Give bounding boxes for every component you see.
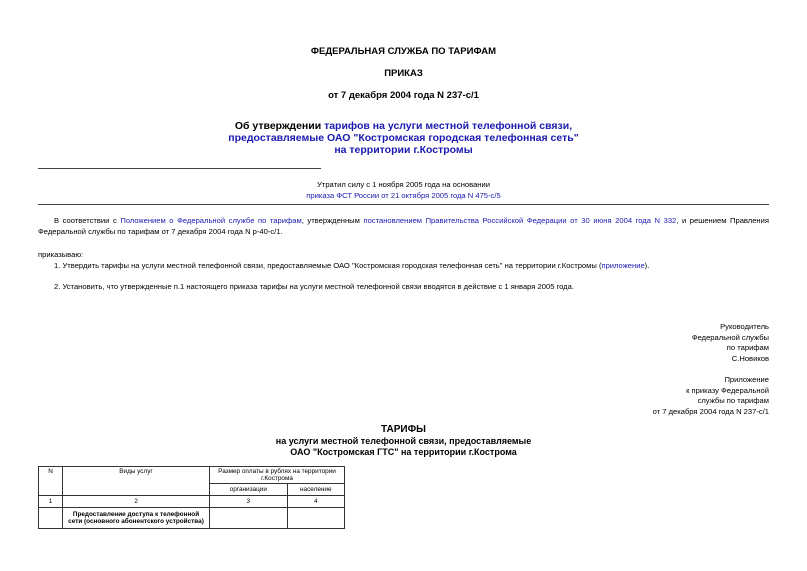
header-payment: Размер оплаты в рублях на территории г.Кострома [210,467,345,484]
col-num-1: 1 [39,496,63,508]
preamble-paragraph [38,215,769,237]
doc-subject [0,120,807,156]
row-1-n [39,508,63,529]
preamble-text-3: , и решением Правления Федеральной службы по тарифам от 7 декабря 2004 года N р-40-с/1. [38,216,769,236]
appendix-link[interactable]: приложение [601,261,645,270]
order-item-2: 2. Установить, что утвержденные п.1 настоящего приказа тарифы на услуги местной телефонной связи вводятся в действие с 1 января 2005 года. [54,282,574,291]
col-num-3: 3 [210,496,288,508]
regulation-link[interactable]: Положением о Федеральной службе по тарифам [120,216,302,225]
header-population: население [287,484,344,496]
doc-type: ПРИКАЗ [384,68,423,79]
col-num-2: 2 [63,496,210,508]
agency-title: ФЕДЕРАЛЬНАЯ СЛУЖБА ПО ТАРИФАМ [310,46,497,57]
subject-line-3[interactable]: на территории г.Костромы [334,144,473,156]
appendix-line-4: от 7 декабря 2004 года N 237-с/1 [652,406,769,416]
header-organizations: организации [210,484,288,496]
appendix-line-3: службы по тарифам [697,396,769,405]
signature-block [519,322,769,364]
status-text: Утратил силу с 1 ноября 2005 года на основании [317,180,490,189]
item-1-end: ). [644,261,650,270]
appendix-line-2: к приказу Федеральной [686,385,769,395]
tariffs-title-line-2: на услуги местной телефонной связи, предоставляемые [275,435,532,446]
appendix-reference [519,375,769,417]
doc-date-number: от 7 декабря 2004 года N 237-с/1 [328,90,479,101]
preamble-text-1: В соответствии с [54,216,121,225]
tariffs-link[interactable]: тарифов на услуги местной телефонной связи, [324,120,573,132]
tariffs-title-line-3: ОАО "Костромская ГТС" на территории г.Кострома [290,447,517,457]
subject-line-2[interactable]: предоставляемые ОАО "Костромская городская телефонная сеть" [228,132,579,144]
subject-prefix: Об утверждении [234,120,325,132]
signature-line-1: Руководитель [720,322,769,331]
appendix-line-1: Приложение [724,375,769,384]
divider-short [38,168,321,169]
row-1-org [210,508,288,529]
signature-name: С.Новиков [731,353,769,363]
table-number-row [39,496,345,508]
status-link[interactable]: приказа ФСТ России от 21 октября 2005 года N 475-с/5 [306,191,501,200]
tariffs-table [38,466,345,529]
signature-line-3: по тарифам [726,343,769,352]
col-num-4: 4 [287,496,344,508]
divider-long [38,204,769,205]
header-services: Виды услуг [63,467,210,496]
table-header-row [39,467,345,484]
row-1-service: Предоставление доступа к телефонной сети (основного абонентского устройства) [63,508,210,529]
row-1-pop [287,508,344,529]
table-row [39,508,345,529]
subject-line-1 [0,120,807,132]
tariffs-title [0,424,807,459]
signature-line-2: Федеральной службы [691,332,769,342]
header-n: N [39,467,63,496]
order-word: приказываю: [38,250,84,259]
item-1-text: 1. Утвердить тарифы на услуги местной телефонной связи, предоставляемые ОАО "Костромская городская телефонная сеть" на территории г.Костромы ( [54,261,602,270]
tariffs-title-line-1: ТАРИФЫ [381,424,426,435]
order-item-1 [54,260,769,271]
resolution-link[interactable]: постановлением Правительства Российской Федерации от 30 июня 2004 года N 332 [363,216,677,225]
preamble-text-2: , утвержденным [301,216,364,225]
